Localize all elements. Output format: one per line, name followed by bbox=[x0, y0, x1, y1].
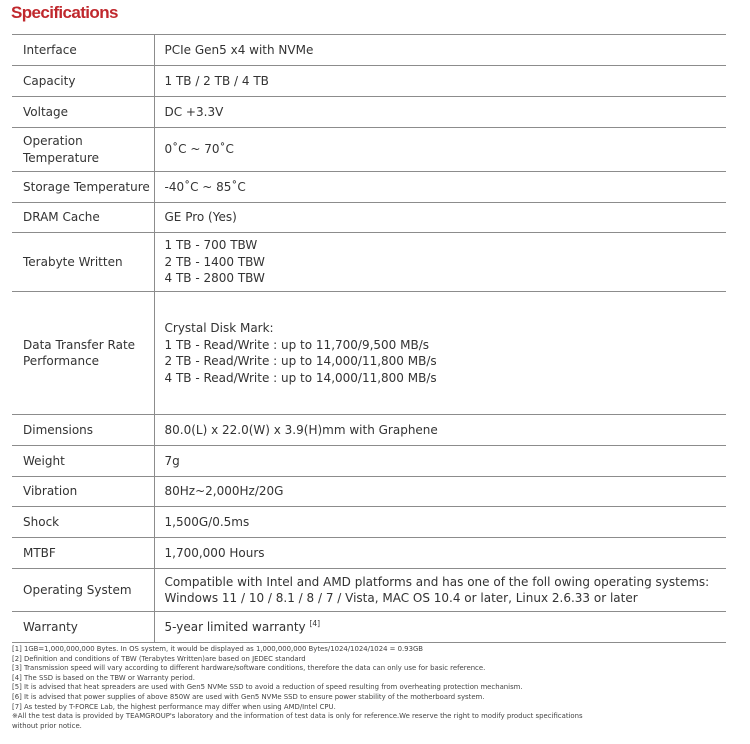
spec-value: 80.0(L) x 22.0(W) x 3.9(H)mm with Graphene bbox=[164, 422, 438, 437]
footnote: [3] Transmission speed will vary according to different hardware/software conditions, therefore the data can only use for basic reference. bbox=[12, 664, 486, 673]
spec-value: 80Hz~2,000Hz/20G bbox=[164, 484, 284, 499]
spec-value: 1 TB - 700 TBW 2 TB - 1400 TBW 4 TB - 2800 TBW bbox=[164, 238, 265, 286]
footnote: [6] It is advised that power supplies of above 850W are used with Gen5 NVMe SSD to ensure power stability of the motherboard system. bbox=[12, 692, 485, 701]
table-row bbox=[12, 477, 726, 507]
spec-label: Weight bbox=[12, 446, 154, 477]
spec-value: 7g bbox=[164, 453, 180, 468]
footnote: [7] As tested by T-FORCE Lab, the highest performance may differ when using AMD/Intel CPU. bbox=[12, 702, 336, 711]
footnotes bbox=[12, 645, 737, 731]
table-row bbox=[12, 446, 726, 477]
table-row bbox=[12, 507, 726, 538]
spec-value: 1 TB / 2 TB / 4 TB bbox=[164, 73, 269, 88]
page-title: Specifications bbox=[11, 3, 118, 22]
spec-label-text: Operation Temperature bbox=[23, 134, 100, 165]
table-row bbox=[12, 66, 726, 97]
spec-value: GE Pro (Yes) bbox=[164, 210, 237, 225]
spec-value: 1,500G/0.5ms bbox=[164, 514, 250, 529]
table-row bbox=[12, 172, 726, 203]
table-row bbox=[12, 203, 726, 233]
footnote-ref: [4] bbox=[309, 618, 321, 628]
spec-value: PCIe Gen5 x4 with NVMe bbox=[164, 42, 314, 57]
table-row bbox=[12, 128, 726, 172]
table-row bbox=[12, 97, 726, 128]
spec-value: DC +3.3V bbox=[164, 104, 224, 119]
spec-value: 1,700,000 Hours bbox=[164, 545, 265, 560]
spec-value: -40˚C ~ 85˚C bbox=[164, 179, 246, 194]
spec-label: Operating System bbox=[12, 569, 154, 612]
spec-label bbox=[12, 128, 154, 172]
footnote: ※All the test data is provided by TEAMGROUP's laboratory and the information of test data is only for reference.We reserve the right to modify product specifications bbox=[12, 712, 583, 721]
table-row bbox=[12, 569, 726, 612]
specifications-table bbox=[12, 34, 726, 643]
footnote: [4] The SSD is based on the TBW or Warranty period. bbox=[12, 673, 195, 682]
table-row bbox=[12, 612, 726, 643]
spec-label: Warranty bbox=[12, 612, 154, 643]
spec-value: Compatible with Intel and AMD platforms and has one of the foll owing operating systems: Windows 11 / 10 / 8.1 / 8 / 7 / Vista, MAC OS 10.4 or later, Linux 2.6.33 or later bbox=[164, 574, 710, 605]
spec-value: 5-year limited warranty [4] bbox=[164, 618, 321, 634]
spec-label: Storage Temperature bbox=[12, 172, 154, 203]
spec-value: 0˚C ~ 70˚C bbox=[164, 142, 234, 157]
footnote: [1] 1GB=1,000,000,000 Bytes. In OS system, it would be displayed as 1,000,000,000 Bytes/1024/1024/1024 = 0.93GB bbox=[12, 645, 424, 653]
spec-label: Interface bbox=[12, 35, 154, 66]
footnote: [2] Definition and conditions of TBW (Terabytes Written)are based on JEDEC standard bbox=[12, 654, 306, 663]
footnote: [5] It is advised that heat spreaders are used with Gen5 NVMe SSD to avoid a reduction of speed resulting from overheating protection mechanism. bbox=[12, 683, 523, 692]
spec-label: Shock bbox=[12, 507, 154, 538]
spec-value: Crystal Disk Mark: 1 TB - Read/Write : up to 11,700/9,500 MB/s 2 TB - Read/Write : up to 14,000/11,800 MB/s 4 TB - Read/Write : up to 14,000/11,800 MB/s bbox=[164, 321, 437, 385]
spec-label: Terabyte Written bbox=[12, 233, 154, 292]
table-row bbox=[12, 292, 726, 415]
spec-label-text: Data Transfer Rate Performance bbox=[23, 337, 136, 368]
spec-label: Dimensions bbox=[12, 415, 154, 446]
table-row bbox=[12, 35, 726, 66]
spec-label bbox=[12, 292, 154, 415]
table-row bbox=[12, 233, 726, 292]
spec-label: Capacity bbox=[12, 66, 154, 97]
footnote: without prior notice. bbox=[12, 721, 82, 730]
table-row bbox=[12, 538, 726, 569]
spec-label: DRAM Cache bbox=[12, 203, 154, 233]
table-row bbox=[12, 415, 726, 446]
spec-label: MTBF bbox=[12, 538, 154, 569]
spec-label: Voltage bbox=[12, 97, 154, 128]
spec-label: Vibration bbox=[12, 477, 154, 507]
